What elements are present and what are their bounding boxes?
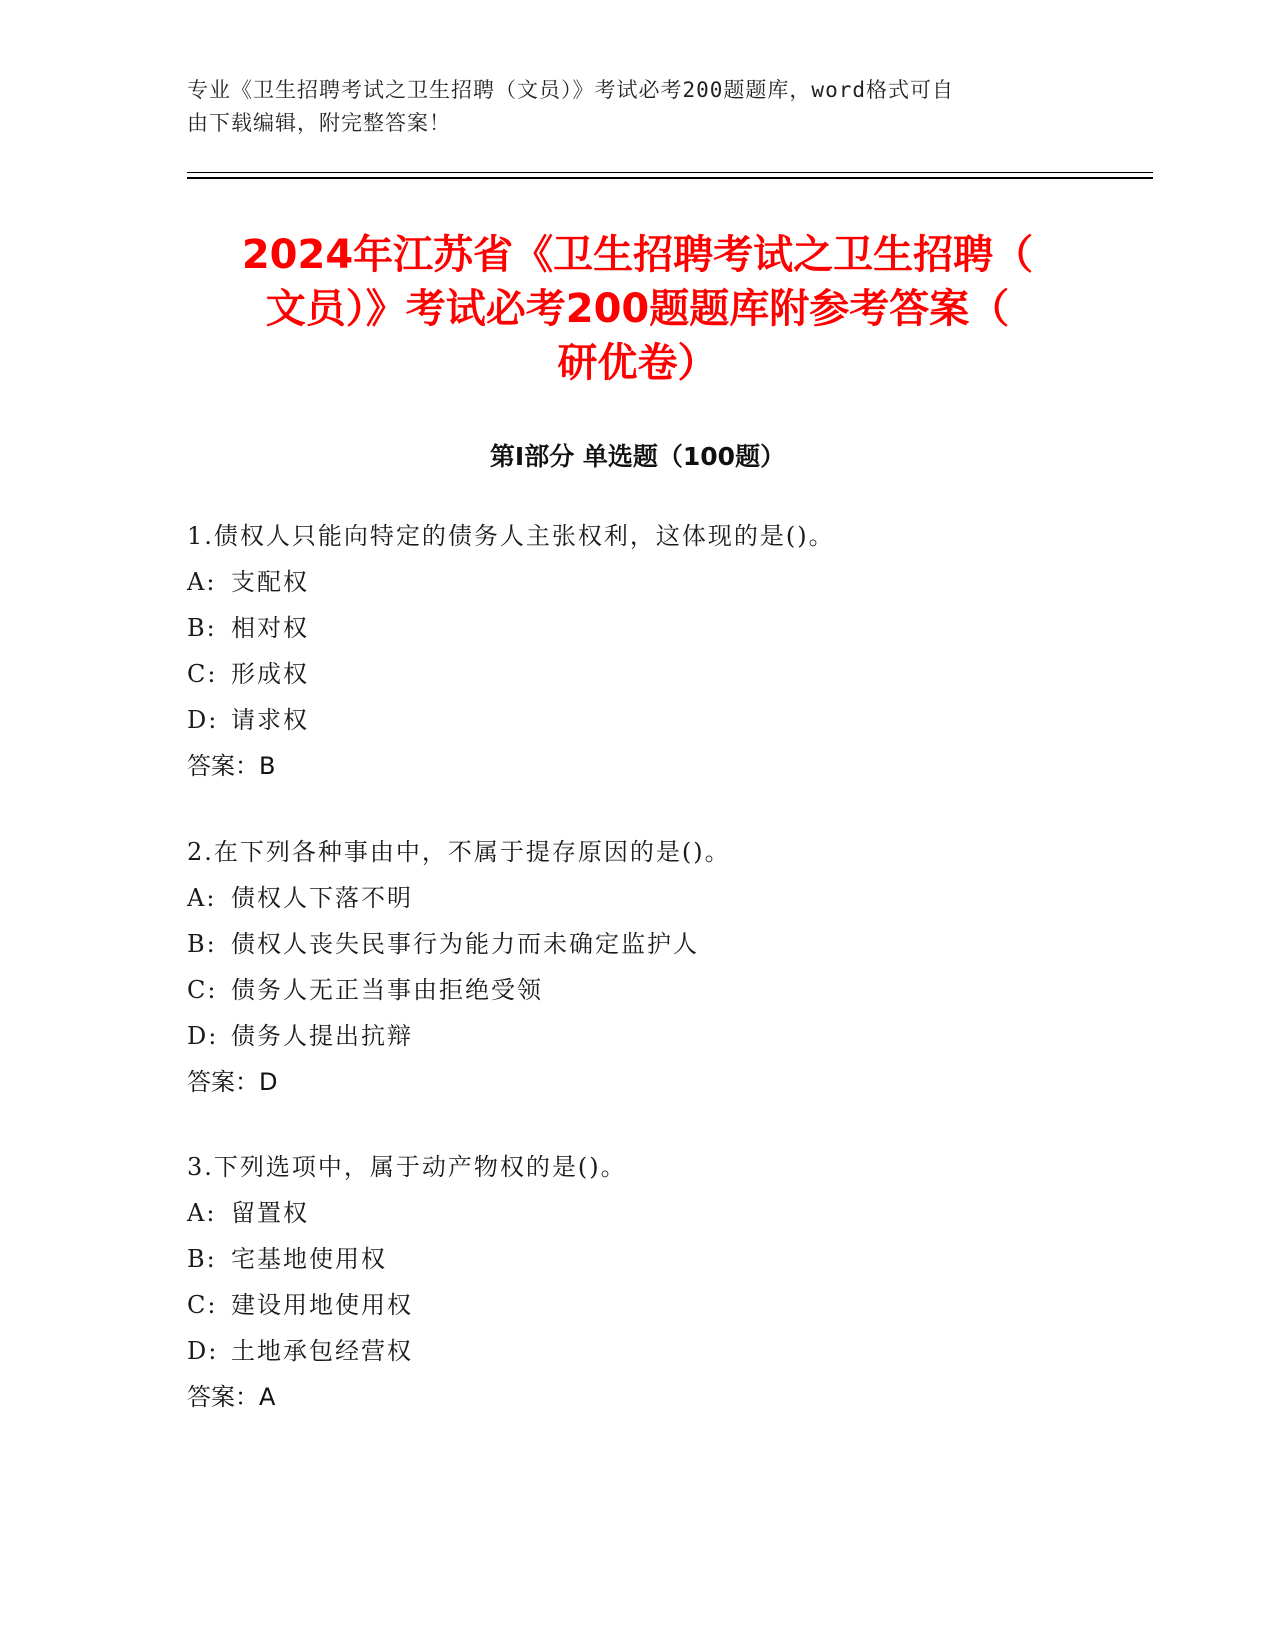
- section-heading: 第I部分 单选题（100题）: [489, 442, 786, 471]
- option-text: 支配权: [231, 568, 309, 596]
- answer-line: 答案：A: [187, 1383, 276, 1411]
- option-b: [187, 921, 1167, 967]
- option-text: 建设用地使用权: [231, 1291, 413, 1319]
- option-text: 留置权: [231, 1199, 309, 1227]
- option-d: [187, 1328, 1167, 1374]
- option-text: 债权人下落不明: [231, 884, 413, 912]
- question-stem: 2.在下列各种事由中，不属于提存原因的是()。: [187, 838, 731, 866]
- option-label: B:: [187, 930, 217, 958]
- header-divider-thin: [187, 172, 1153, 173]
- option-c: [187, 651, 1167, 697]
- option-text: 相对权: [231, 614, 309, 642]
- option-c: [187, 967, 1167, 1013]
- option-a: [187, 875, 1167, 921]
- question-3: [187, 1144, 1167, 1420]
- option-c: [187, 1282, 1167, 1328]
- document-title-line-1: 2024年江苏省《卫生招聘考试之卫生招聘（: [241, 232, 1034, 278]
- answer-line: 答案：D: [187, 1068, 278, 1096]
- option-text: 债务人无正当事由拒绝受领: [231, 976, 543, 1004]
- option-label: A:: [187, 1199, 217, 1227]
- header-note: [187, 74, 1067, 140]
- option-label: B:: [187, 1245, 217, 1273]
- option-text: 土地承包经营权: [231, 1337, 413, 1365]
- option-b: [187, 1236, 1167, 1282]
- option-a: [187, 559, 1167, 605]
- question-stem: 3.下列选项中，属于动产物权的是()。: [187, 1153, 627, 1181]
- header-divider-thick: [187, 177, 1153, 179]
- option-label: D:: [187, 1337, 219, 1365]
- option-text: 债权人丧失民事行为能力而未确定监护人: [231, 930, 699, 958]
- option-label: C:: [187, 976, 218, 1004]
- question-stem: 1.债权人只能向特定的债务人主张权利，这体现的是()。: [187, 522, 835, 550]
- document-title-line-2: 文员）》考试必考200题题库附参考答案（: [265, 286, 1010, 332]
- document-title-line-3: 研优卷）: [557, 340, 718, 386]
- option-text: 债务人提出抗辩: [231, 1022, 413, 1050]
- option-d: [187, 1013, 1167, 1059]
- option-label: C:: [187, 660, 218, 688]
- answer-line: 答案：B: [187, 752, 276, 780]
- header-note-line-1: 专业《卫生招聘考试之卫生招聘（文员）》考试必考200题题库，word格式可自: [187, 78, 954, 102]
- option-label: A:: [187, 568, 217, 596]
- option-label: D:: [187, 1022, 219, 1050]
- option-text: 形成权: [231, 660, 309, 688]
- option-label: D:: [187, 706, 219, 734]
- document-title: [150, 228, 1125, 390]
- question-2: [187, 829, 1167, 1105]
- option-label: B:: [187, 614, 217, 642]
- option-text: 请求权: [231, 706, 309, 734]
- option-label: A:: [187, 884, 217, 912]
- option-a: [187, 1190, 1167, 1236]
- header-note-line-2: 由下载编辑，附完整答案！: [187, 111, 451, 135]
- option-label: C:: [187, 1291, 218, 1319]
- option-b: [187, 605, 1167, 651]
- option-d: [187, 697, 1167, 743]
- option-text: 宅基地使用权: [231, 1245, 387, 1273]
- question-1: [187, 513, 1167, 789]
